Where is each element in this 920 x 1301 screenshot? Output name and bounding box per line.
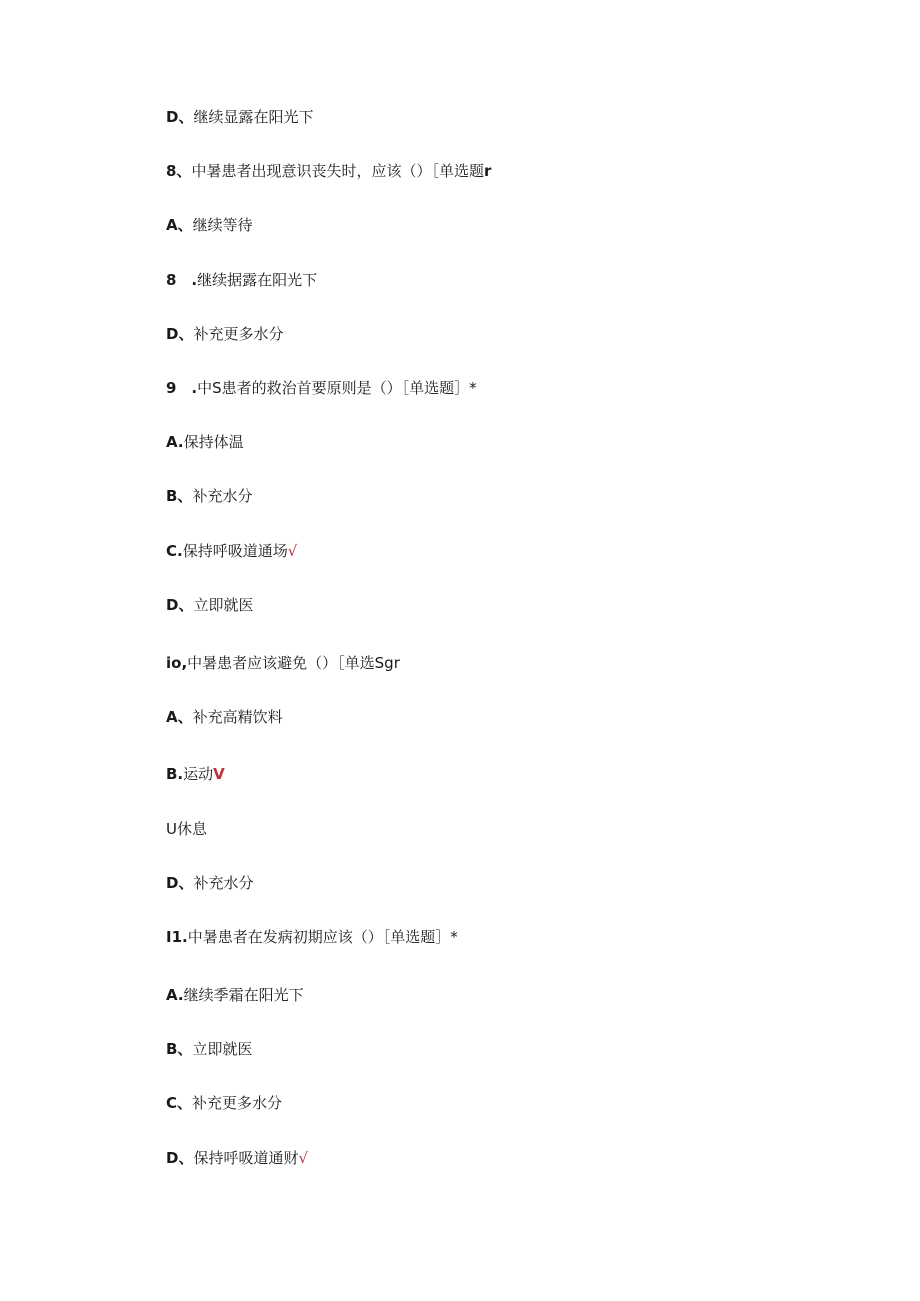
option-prefix: D、 bbox=[166, 874, 194, 892]
correct-answer-mark: V bbox=[213, 765, 225, 783]
option-text: 继续据露在阳光下 bbox=[197, 271, 318, 289]
option-prefix: D、 bbox=[166, 1149, 194, 1167]
option-line bbox=[166, 432, 244, 452]
option-line bbox=[166, 215, 253, 235]
question-text: 中暑患者应该避免（）［单选Sgr bbox=[187, 654, 400, 672]
option-line bbox=[166, 1093, 282, 1113]
question-text: 中S患者的救治首要原则是（）［单选题］* bbox=[197, 379, 477, 397]
option-line bbox=[166, 107, 313, 127]
question-line bbox=[166, 378, 477, 398]
option-text: 保持体温 bbox=[183, 433, 244, 451]
correct-answer-mark: √ bbox=[298, 1149, 309, 1167]
correct-answer-mark: √ bbox=[287, 542, 298, 560]
option-prefix: A. bbox=[166, 986, 184, 1004]
option-text: 补充更多水分 bbox=[192, 1094, 283, 1112]
option-line bbox=[166, 1039, 252, 1059]
option-prefix: D、 bbox=[166, 108, 194, 126]
option-text: 休息 bbox=[176, 820, 207, 838]
question-text: 中暑患者在发病初期应该（）［单选题］* bbox=[187, 928, 458, 946]
question-line bbox=[166, 653, 400, 673]
option-prefix: U bbox=[166, 820, 177, 838]
option-prefix: B、 bbox=[166, 1040, 193, 1058]
option-line bbox=[166, 1148, 308, 1168]
option-text: 补充水分 bbox=[192, 487, 253, 505]
option-text: 立即就医 bbox=[192, 1040, 253, 1058]
option-text: 继续显露在阳光下 bbox=[193, 108, 314, 126]
option-line bbox=[166, 764, 225, 784]
question-text: 中暑患者出现意识丧失时，应该（）［单选题 bbox=[191, 162, 484, 180]
question-number: I1. bbox=[166, 928, 188, 946]
option-text: 保持呼吸道通财 bbox=[193, 1149, 299, 1167]
question-number: 9 . bbox=[166, 379, 198, 397]
option-line bbox=[166, 270, 317, 290]
option-line bbox=[166, 707, 283, 727]
option-prefix: A、 bbox=[166, 216, 193, 234]
option-line bbox=[166, 873, 253, 893]
option-prefix: B、 bbox=[166, 487, 193, 505]
option-prefix: C、 bbox=[166, 1094, 193, 1112]
option-prefix: C. bbox=[166, 542, 183, 560]
option-prefix: 8 . bbox=[166, 271, 198, 289]
option-prefix: D、 bbox=[166, 325, 194, 343]
option-line bbox=[166, 819, 207, 839]
option-text: 继续季霜在阳光下 bbox=[183, 986, 304, 1004]
option-text: 保持呼吸道通场 bbox=[182, 542, 288, 560]
option-text: 补充水分 bbox=[193, 874, 254, 892]
question-line bbox=[166, 161, 491, 181]
question-number: io, bbox=[166, 654, 188, 672]
option-line bbox=[166, 541, 297, 561]
option-prefix: A. bbox=[166, 433, 184, 451]
question-line bbox=[166, 927, 458, 947]
option-line bbox=[166, 595, 253, 615]
option-text: 补充高精饮料 bbox=[192, 708, 283, 726]
question-trailing-char: r bbox=[483, 162, 492, 180]
option-text: 立即就医 bbox=[193, 596, 254, 614]
question-number: 8、 bbox=[166, 162, 192, 180]
option-text: 运动 bbox=[183, 765, 214, 783]
option-line bbox=[166, 985, 304, 1005]
option-text: 继续等待 bbox=[192, 216, 253, 234]
option-line bbox=[166, 486, 252, 506]
option-prefix: A、 bbox=[166, 708, 193, 726]
option-prefix: D、 bbox=[166, 596, 194, 614]
option-prefix: B. bbox=[166, 765, 184, 783]
option-line bbox=[166, 324, 283, 344]
option-text: 补充更多水分 bbox=[193, 325, 284, 343]
